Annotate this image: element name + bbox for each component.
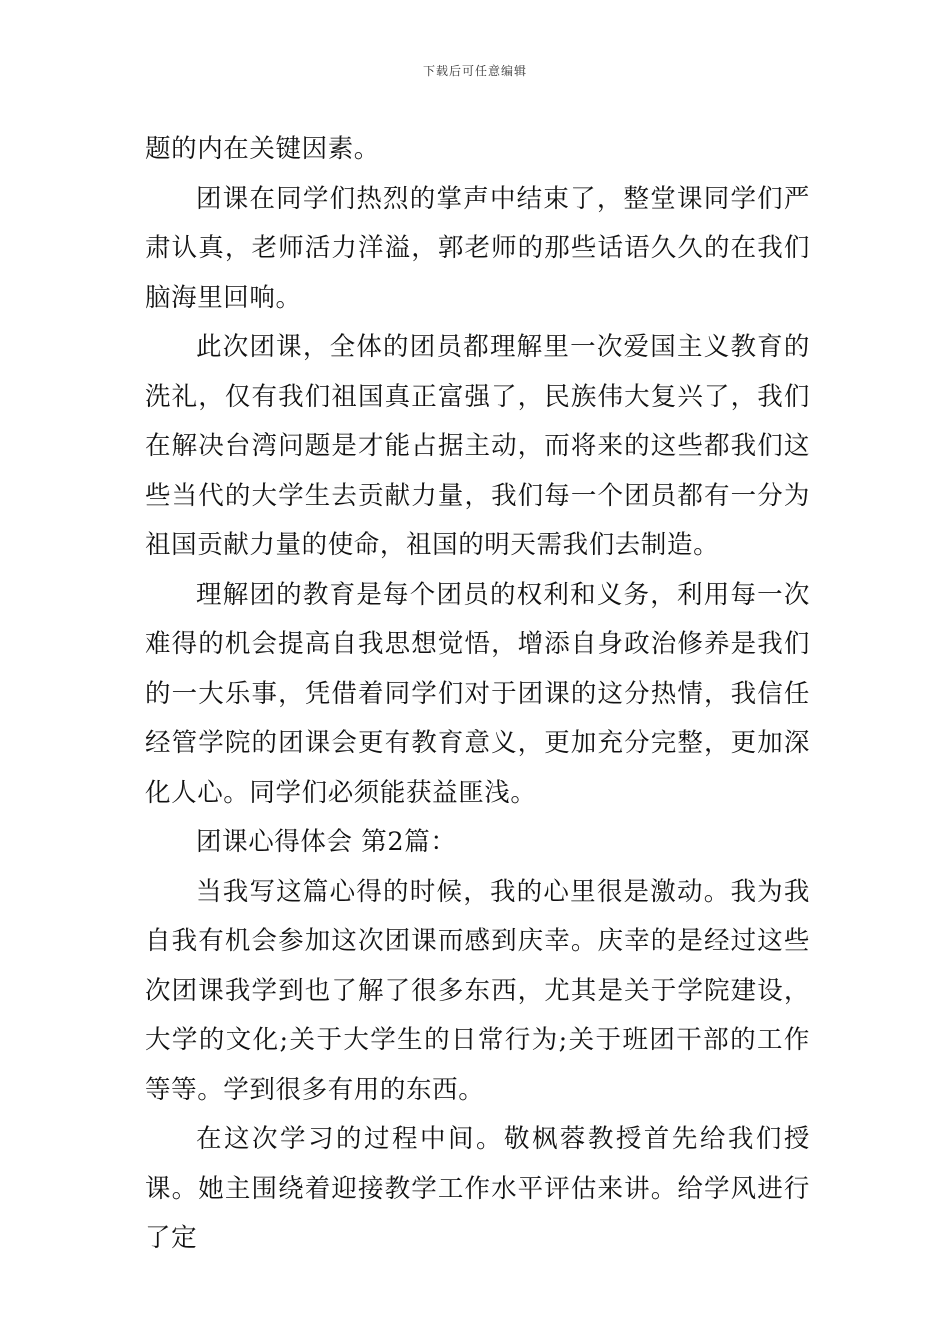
paragraph: 当我写这篇心得的时候，我的心里很是激动。我为我自我有机会参加这次团课而感到庆幸。庆幸的是经过这些次团课我学到也了解了很多东西，尤其是关于学院建设，大学的文化;关于大学生的日常行为;关于班团干部的工作等等。学到很多有用的东西。 bbox=[145, 876, 810, 1105]
paragraph: 团课在同学们热烈的掌声中结束了，整堂课同学们严肃认真，老师活力洋溢，郭老师的那些话语久久的在我们脑海里回响。 bbox=[145, 183, 810, 313]
paragraph: 在这次学习的过程中间。敬枫蓉教授首先给我们授课。她主围绕着迎接教学工作水平评估来讲。给学风进行了定 bbox=[145, 1124, 810, 1253]
paragraph: 理解团的教育是每个团员的权利和义务，利用每一次难得的机会提高自我思想觉悟，增添自身政治修养是我们的一大乐事，凭借着同学们对于团课的这分热情，我信任经管学院的团课会更有教育意义，更加充分完整，更加深化人心。同学们必须能获益匪浅。 bbox=[145, 579, 810, 808]
section-heading: 团课心得体会 第2篇： bbox=[196, 827, 457, 857]
paragraph: 此次团课，全体的团员都理解里一次爱国主义教育的洗礼，仅有我们祖国真正富强了，民族伟大复兴了，我们在解决台湾问题是才能占据主动，而将来的这些都我们这些当代的大学生去贡献力量，我们每一个团员都有一分为祖国贡献力量的使命，祖国的明天需我们去制造。 bbox=[145, 332, 810, 560]
page-header: 下载后可任意编辑 bbox=[422, 64, 527, 78]
paragraph-continuation: 题的内在关键因素。 bbox=[145, 134, 380, 164]
document-body bbox=[145, 125, 810, 1264]
